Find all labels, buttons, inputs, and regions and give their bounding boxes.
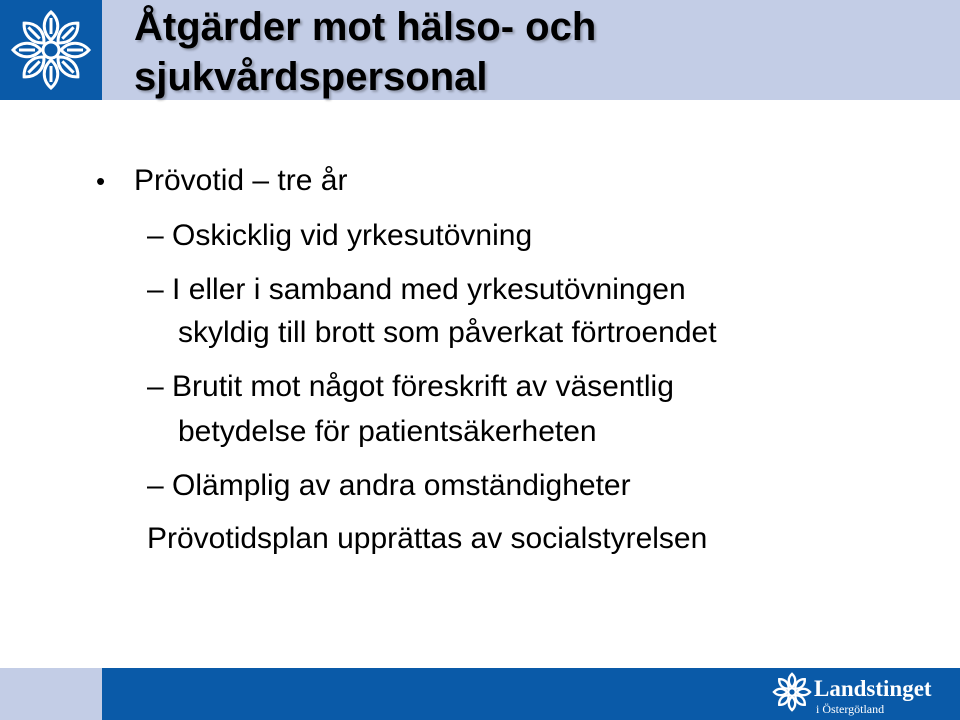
brand-subtitle: i Östergötland	[816, 702, 885, 716]
list-item: – I eller i samband med yrkesutövningen	[147, 273, 686, 306]
list-item: Prövotid – tre år	[134, 164, 348, 197]
list-item: – Oskicklig vid yrkesutövning	[147, 219, 533, 252]
list-item: – Brutit mot något föreskrift av väsentlig	[147, 370, 674, 403]
landstinget-logo-icon	[772, 672, 812, 712]
slide-title-line-2: sjukvårdspersonal	[134, 55, 488, 99]
list-item: skyldig till brott som påverkat förtroendet	[178, 316, 717, 349]
brand-name: Landstinget	[814, 676, 932, 701]
slide-title-line-1: Åtgärder mot hälso- och	[134, 5, 597, 49]
list-item: betydelse för patientsäkerheten	[178, 415, 597, 448]
list-item: Prövotidsplan upprättas av socialstyrelsen	[147, 522, 708, 555]
bullet-marker: •	[96, 166, 106, 196]
list-item: – Olämplig av andra omständigheter	[147, 469, 631, 502]
